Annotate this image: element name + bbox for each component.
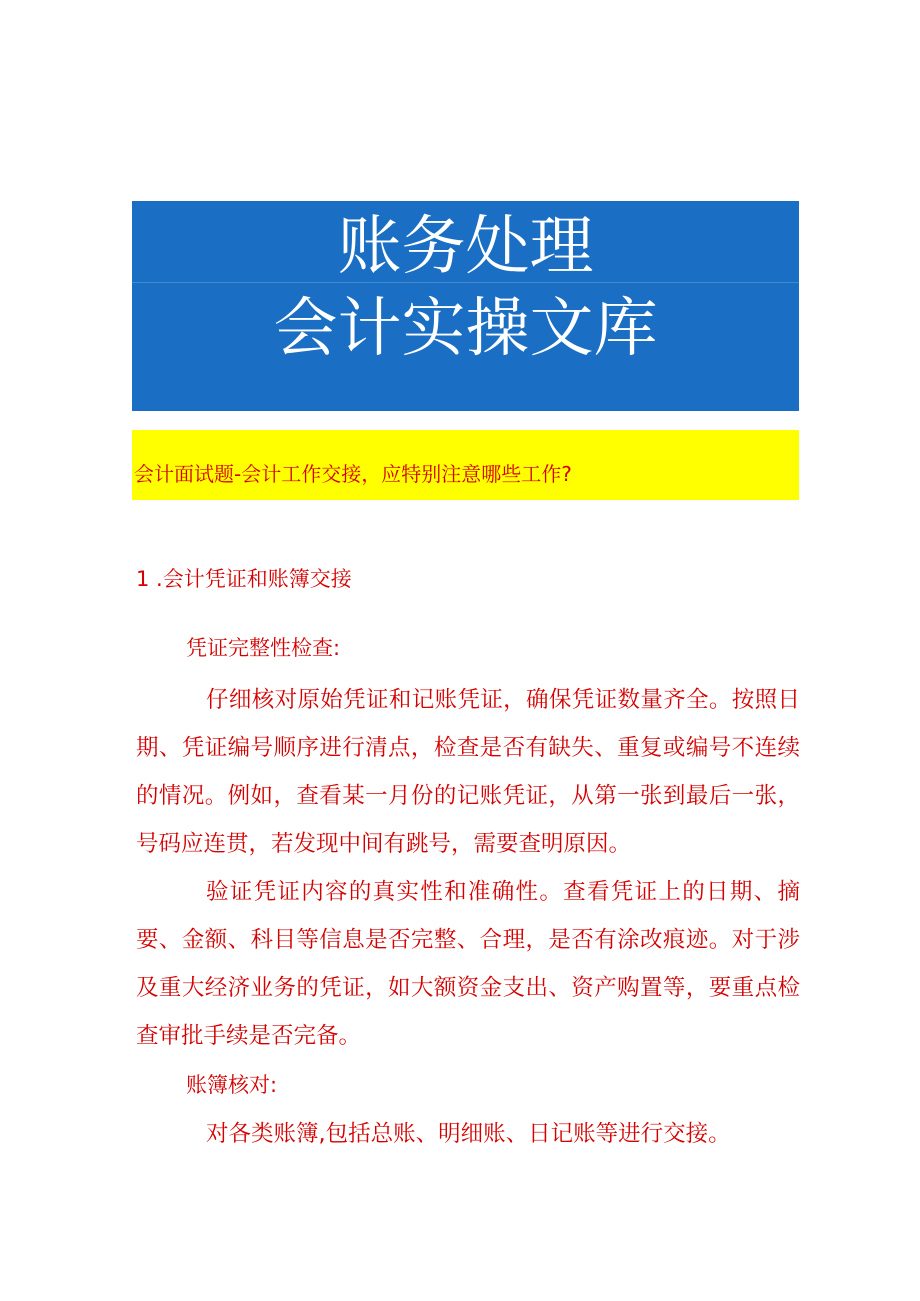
paragraph-voucher-count: 仔细核对原始凭证和记账凭证，确保凭证数量齐全。按照日期、凭证编号顺序进行清点，检查是否有缺失、重复或编号不连续的情况。例如，查看某一月份的记账凭证，从第一张到最后一张，号码应连贯，若发现中间有跳号，需要查明原因。 [136, 687, 800, 857]
paragraph-voucher-content: 验证凭证内容的真实性和准确性。查看凭证上的日期、摘要、金额、科目等信息是否完整、合理，是否有涂改痕迹。对于涉及重大经济业务的凭证，如大额资金支出、资产购置等，要重点检查审批手续是否完备。 [136, 879, 800, 1049]
banner-title-line2: 会计实操文库 [273, 292, 658, 366]
title-banner [132, 201, 799, 411]
sub-heading-ledger-check: 账簿核对: [186, 1073, 278, 1097]
paragraph-ledger-handover: 对各类账簿,包括总账、明细账、日记账等进行交接。 [206, 1121, 731, 1147]
banner-title-line1: 账务处理 [337, 210, 594, 284]
section-heading: 1 .会计凭证和账簿交接 [136, 567, 352, 591]
question-text: 会计面试题-会计工作交接，应特别注意哪些工作? [134, 462, 572, 486]
question-bar [132, 430, 799, 500]
sub-heading-voucher-check: 凭证完整性检查: [186, 636, 341, 660]
